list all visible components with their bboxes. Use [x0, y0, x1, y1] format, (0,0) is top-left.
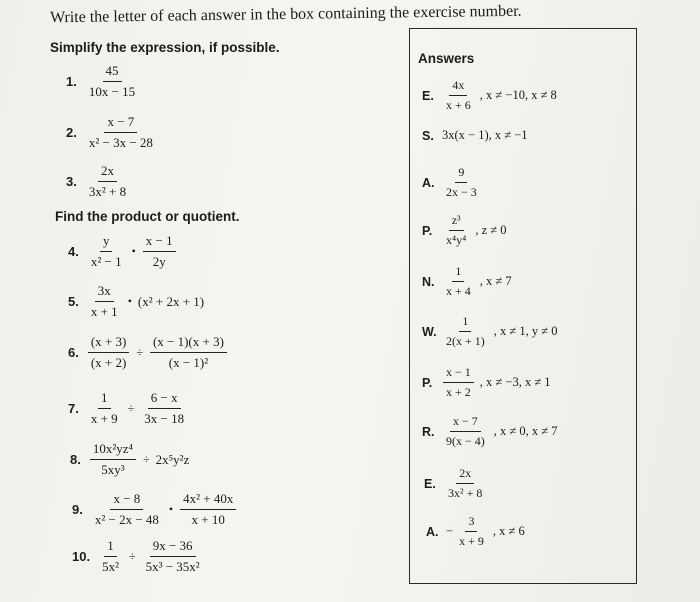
denominator: x + 2: [446, 385, 471, 399]
numerator: 6 − x: [148, 390, 181, 409]
denominator: 2(x + 1): [446, 334, 485, 348]
operator: •: [131, 244, 136, 258]
restriction: , x ≠ −3, x ≠ 1: [479, 375, 551, 389]
restriction: , x ≠ 1, y ≠ 0: [493, 324, 558, 338]
numerator: 3: [465, 514, 477, 532]
answer-letter: A.: [422, 175, 435, 190]
numerator: 4x: [449, 78, 467, 96]
numerator: 4x² + 40x: [180, 491, 236, 510]
problem-8: [70, 441, 189, 478]
answer-option: [422, 165, 483, 200]
fraction: [88, 334, 130, 371]
fraction: [443, 165, 480, 200]
numerator: y: [100, 233, 113, 252]
numerator: 1: [98, 390, 111, 409]
numerator: (x + 3): [88, 334, 130, 353]
fraction: [141, 390, 187, 427]
operator: ÷: [136, 345, 143, 359]
fraction: [86, 163, 129, 200]
denominator: 3x² + 8: [88, 184, 127, 199]
fraction: [150, 334, 227, 371]
answer-option: [422, 314, 558, 349]
numerator: 9x − 36: [150, 538, 196, 557]
problem-number: 4.: [68, 244, 79, 259]
answer-option: [422, 365, 551, 400]
answer-option: [422, 213, 507, 248]
denominator: 5x³ − 35x²: [145, 559, 200, 574]
problem-number: 2.: [66, 125, 77, 140]
answer-letter: P.: [422, 223, 433, 238]
fraction: [88, 283, 121, 320]
problem-5: [68, 283, 204, 320]
problem-2: [66, 114, 159, 151]
problem-number: 5.: [68, 294, 79, 309]
negative-sign: −: [446, 524, 454, 538]
problem-number: 6.: [68, 345, 79, 360]
numerator: x − 7: [450, 414, 481, 432]
restriction: , x ≠ 7: [479, 274, 512, 288]
problem-number: 10.: [72, 549, 91, 564]
denominator: x² − 3x − 28: [88, 135, 153, 150]
answer-option: [422, 264, 512, 299]
denominator: 10x − 15: [88, 84, 136, 99]
instructions: Write the letter of each answer in the box containing the exercise number.: [49, 2, 522, 27]
denominator: 2x − 3: [446, 185, 477, 199]
fraction: [143, 233, 176, 270]
denominator: 9(x − 4): [446, 434, 485, 448]
denominator: x + 9: [90, 411, 118, 426]
problem-6: [68, 334, 230, 371]
fraction: [445, 466, 485, 501]
numerator: x − 1: [443, 365, 474, 383]
fraction: [90, 441, 136, 478]
numerator: z³: [449, 213, 464, 231]
numerator: 1: [459, 314, 471, 332]
numerator: 1: [452, 264, 464, 282]
operator: ÷: [127, 401, 135, 415]
section-heading-product: Find the product or quotient.: [55, 209, 240, 224]
restriction: , x ≠ −10, x ≠ 8: [479, 88, 557, 102]
answer-letter: R.: [422, 424, 435, 439]
restriction: , x ≠ 6: [492, 524, 525, 538]
denominator: x + 4: [446, 284, 471, 298]
numerator: 2x: [98, 163, 117, 182]
fraction: [443, 264, 474, 299]
denominator: (x + 2): [90, 355, 127, 370]
answer-letter: S.: [422, 128, 434, 143]
answer-option: [422, 78, 557, 113]
answer-letter: P.: [422, 375, 433, 390]
denominator: 5x²: [102, 559, 119, 574]
expression: 3x(x − 1), x ≠ −1: [442, 128, 528, 142]
fraction: [86, 114, 156, 151]
problem-number: 7.: [68, 401, 79, 416]
fraction: [443, 365, 474, 400]
expression: (x² + 2x + 1): [137, 293, 205, 309]
numerator: 2x: [456, 466, 474, 484]
denominator: x + 6: [446, 98, 471, 112]
fraction: [86, 63, 138, 100]
denominator: 3x − 18: [144, 411, 185, 426]
denominator: x + 10: [191, 512, 225, 527]
denominator: x + 1: [90, 304, 118, 319]
problem-number: 9.: [72, 502, 83, 517]
numerator: x − 1: [143, 233, 176, 252]
answer-letter: E.: [424, 476, 436, 491]
fraction: [180, 491, 236, 528]
answer-letter: W.: [422, 324, 437, 339]
operator: •: [168, 502, 174, 516]
numerator: 9: [455, 165, 467, 183]
fraction: [443, 213, 469, 248]
problem-number: 8.: [70, 452, 81, 467]
restriction: , z ≠ 0: [475, 223, 507, 237]
problem-3: [66, 163, 132, 200]
answer-option: [422, 414, 558, 449]
fraction: [143, 538, 203, 575]
problem-number: 1.: [66, 74, 77, 89]
numerator: (x − 1)(x + 3): [150, 334, 227, 353]
answer-option: [426, 514, 525, 549]
restriction: , x ≠ 0, x ≠ 7: [493, 424, 558, 438]
answer-letter: N.: [422, 274, 435, 289]
section-heading-simplify: Simplify the expression, if possible.: [50, 40, 280, 55]
denominator: 5xy³: [101, 462, 125, 477]
answers-title: Answers: [418, 51, 475, 66]
numerator: 1: [104, 538, 117, 557]
answer-letter: E.: [422, 88, 434, 103]
denominator: 3x² + 8: [448, 486, 483, 500]
operator: ÷: [143, 452, 150, 466]
answer-letter: A.: [426, 524, 439, 539]
problem-9: [72, 491, 239, 528]
operator: •: [127, 294, 132, 308]
denominator: x² − 2x − 48: [94, 512, 159, 527]
numerator: x − 8: [110, 491, 143, 510]
denominator: x⁴y⁴: [446, 233, 467, 247]
numerator: x − 7: [104, 114, 137, 133]
fraction: [99, 538, 122, 575]
numerator: 45: [103, 63, 122, 82]
fraction: [443, 414, 488, 449]
fraction: [443, 314, 488, 349]
denominator: x + 9: [459, 534, 484, 548]
fraction: [456, 514, 487, 549]
fraction: [88, 233, 125, 270]
problem-1: [66, 63, 141, 100]
denominator: x² − 1: [90, 254, 122, 269]
problem-number: 3.: [66, 174, 77, 189]
problem-4: [68, 233, 179, 270]
fraction: [88, 390, 121, 427]
answer-option: [424, 466, 488, 501]
numerator: 3x: [95, 283, 114, 302]
fraction: [443, 78, 474, 113]
numerator: 10x²yz⁴: [90, 441, 136, 460]
expression: 2x⁵y²z: [155, 451, 190, 467]
problem-7: [68, 390, 190, 427]
answer-option: [422, 128, 528, 143]
denominator: 2y: [152, 254, 166, 269]
problem-10: [72, 538, 206, 575]
operator: ÷: [128, 549, 136, 563]
denominator: (x − 1)²: [168, 355, 209, 370]
fraction: [92, 491, 162, 528]
